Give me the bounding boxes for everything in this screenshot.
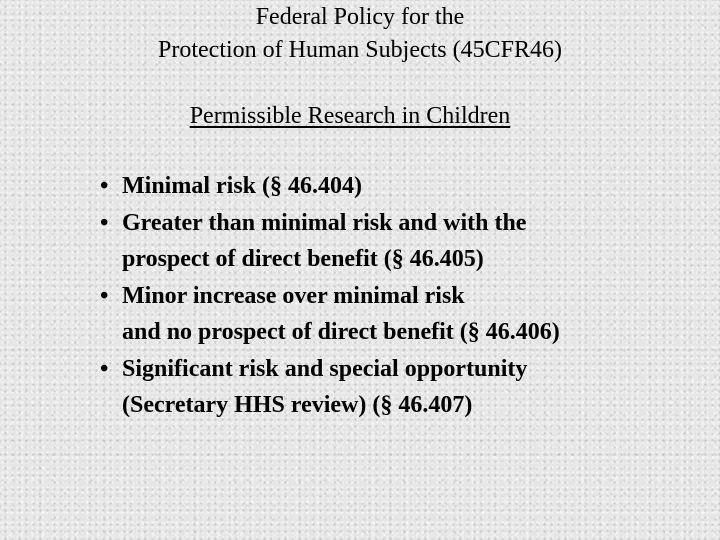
bullet-item-minimal-risk	[100, 168, 700, 205]
bullet-dot-icon: •	[100, 355, 109, 382]
section-heading: Permissible Research in Children	[189, 103, 511, 129]
bullet-item-minor-increase	[100, 278, 700, 351]
page-title: Federal Policy for the	[255, 4, 465, 30]
page-title-line-2: Protection of Human Subjects (45CFR46)	[158, 37, 562, 63]
bullet-text-continuation: and no prospect of direct benefit (§ 46.406)	[122, 319, 560, 345]
bullet-dot-icon: •	[100, 209, 109, 236]
bullet-text: Greater than minimal risk and with the	[122, 209, 527, 236]
bullet-dot-icon: •	[100, 282, 109, 309]
bullet-list	[100, 168, 700, 424]
bullet-text-continuation: prospect of direct benefit (§ 46.405)	[122, 246, 484, 272]
bullet-dot-icon: •	[100, 173, 109, 199]
bullet-item-greater-than-minimal-risk	[100, 205, 700, 278]
bullet-item-significant-risk	[100, 351, 700, 424]
bullet-text: Significant risk and special opportunity	[122, 355, 528, 382]
bullet-text: Minor increase over minimal risk	[122, 282, 465, 309]
bullet-text: Minimal risk (§ 46.404)	[122, 173, 362, 199]
bullet-text-continuation: (Secretary HHS review) (§ 46.407)	[122, 392, 473, 418]
